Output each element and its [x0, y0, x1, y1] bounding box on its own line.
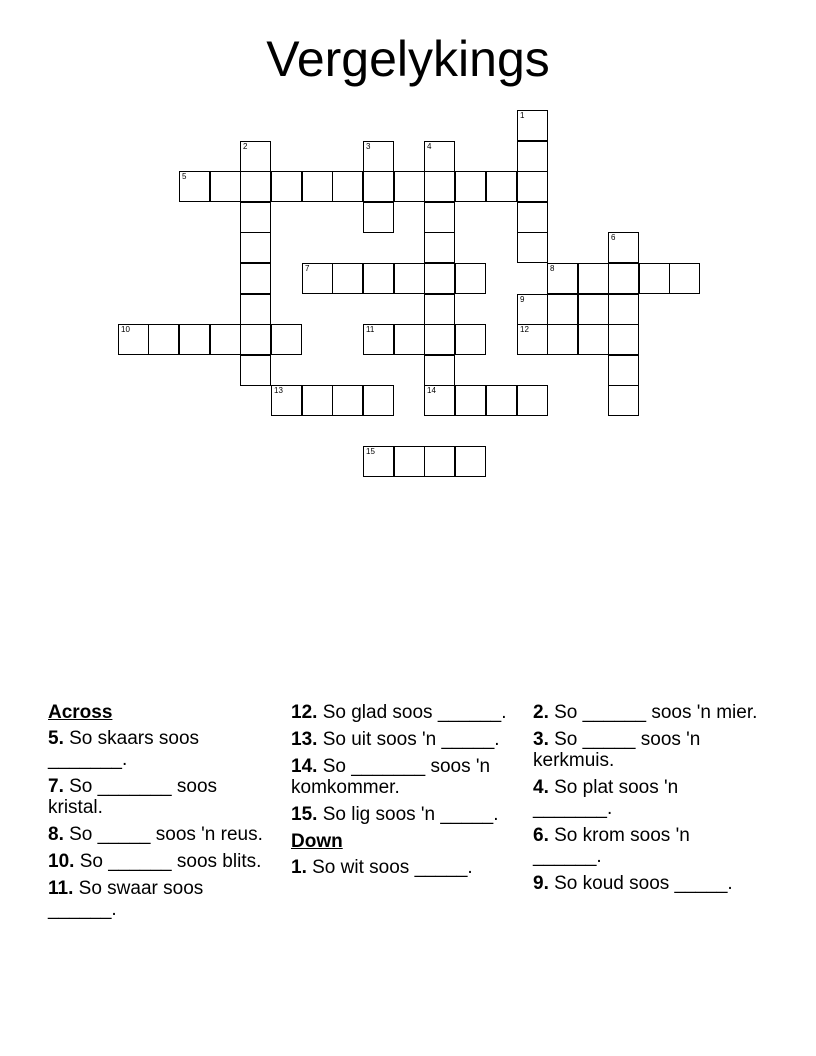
- clue-text: So skaars soos _______.: [48, 728, 200, 770]
- cell-number: 6: [611, 233, 616, 242]
- clue-text: So ______ soos blits.: [74, 851, 262, 872]
- clue-text: So plat soos 'n _______.: [533, 777, 679, 819]
- grid-cell[interactable]: [302, 385, 333, 416]
- clue-item: [48, 878, 273, 920]
- grid-cell[interactable]: [547, 324, 578, 355]
- grid-cell[interactable]: [517, 294, 548, 325]
- grid-cell[interactable]: [578, 324, 609, 355]
- grid-cell[interactable]: [240, 232, 271, 263]
- clue-item: [291, 756, 516, 798]
- clue-item: [533, 729, 758, 771]
- grid-cell[interactable]: [179, 171, 210, 202]
- clue-item: [48, 728, 273, 770]
- cell-number: 9: [520, 295, 525, 304]
- cell-number: 4: [427, 142, 432, 151]
- grid-cell[interactable]: [179, 324, 210, 355]
- grid-cell[interactable]: [424, 202, 455, 233]
- grid-cell[interactable]: [118, 324, 149, 355]
- grid-cell[interactable]: [608, 263, 639, 294]
- grid-cell[interactable]: [455, 324, 486, 355]
- grid-cell[interactable]: [363, 263, 394, 294]
- cell-number: 1: [520, 111, 525, 120]
- grid-cell[interactable]: [517, 110, 548, 141]
- grid-cell[interactable]: [271, 324, 302, 355]
- clue-number: 12.: [291, 702, 318, 723]
- cell-number: 12: [520, 325, 529, 334]
- grid-cell[interactable]: [455, 385, 486, 416]
- grid-cell[interactable]: [332, 385, 363, 416]
- grid-cell[interactable]: [240, 324, 271, 355]
- clue-text: So _______ soos 'n komkommer.: [291, 756, 491, 798]
- clue-number: 14.: [291, 756, 318, 777]
- grid-cell[interactable]: [363, 202, 394, 233]
- clue-number: 1.: [291, 857, 307, 878]
- cell-number: 10: [121, 325, 130, 334]
- clue-item: [291, 729, 516, 750]
- grid-cell[interactable]: [547, 294, 578, 325]
- grid-cell[interactable]: [363, 385, 394, 416]
- grid-cell[interactable]: [363, 171, 394, 202]
- clue-item: [291, 702, 516, 723]
- grid-cell[interactable]: [363, 141, 394, 172]
- puzzle-title: Vergelykings: [266, 31, 550, 87]
- clue-item: [48, 851, 273, 872]
- grid-cell[interactable]: [394, 171, 425, 202]
- grid-cell[interactable]: [210, 171, 241, 202]
- clue-number: 6.: [533, 825, 549, 846]
- grid-cell[interactable]: [578, 294, 609, 325]
- grid-cell[interactable]: [240, 171, 271, 202]
- clue-text: So ______ soos 'n mier.: [548, 702, 758, 723]
- grid-cell[interactable]: [608, 385, 639, 416]
- clue-number: 3.: [533, 729, 549, 750]
- clue-text: So koud soos _____.: [548, 873, 733, 894]
- grid-cell[interactable]: [517, 141, 548, 172]
- grid-cell[interactable]: [332, 171, 363, 202]
- clue-item: [533, 873, 758, 894]
- clue-item: [48, 776, 273, 818]
- grid-cell[interactable]: [271, 385, 302, 416]
- cell-number: 14: [427, 386, 436, 395]
- grid-cell[interactable]: [394, 263, 425, 294]
- grid-cell[interactable]: [424, 355, 455, 386]
- clue-number: 11.: [48, 878, 74, 899]
- clue-heading: Across: [48, 702, 113, 723]
- cell-number: 15: [366, 447, 375, 456]
- clue-column-1: [48, 702, 273, 926]
- grid-cell[interactable]: [394, 446, 425, 477]
- clue-text: So _____ soos 'n kerkmuis.: [533, 729, 701, 771]
- grid-cell[interactable]: [608, 294, 639, 325]
- cell-number: 7: [305, 264, 310, 273]
- grid-cell[interactable]: [210, 324, 241, 355]
- clue-text: So lig soos 'n _____.: [317, 804, 499, 825]
- grid-cell[interactable]: [302, 171, 333, 202]
- clue-text: So uit soos 'n _____.: [317, 729, 500, 750]
- cell-number: 8: [550, 264, 555, 273]
- grid-cell[interactable]: [424, 263, 455, 294]
- grid-cell[interactable]: [394, 324, 425, 355]
- crossword-grid: [0, 0, 816, 500]
- clue-item: [291, 804, 516, 825]
- clue-number: 10.: [48, 851, 75, 872]
- grid-cell[interactable]: [455, 446, 486, 477]
- clue-number: 2.: [533, 702, 549, 723]
- grid-cell[interactable]: [424, 171, 455, 202]
- clue-number: 9.: [533, 873, 549, 894]
- clue-item: [291, 857, 516, 878]
- grid-cell[interactable]: [240, 263, 271, 294]
- grid-cell[interactable]: [517, 202, 548, 233]
- grid-cell[interactable]: [424, 446, 455, 477]
- grid-cell[interactable]: [148, 324, 179, 355]
- clue-number: 8.: [48, 824, 64, 845]
- cell-number: 2: [243, 142, 248, 151]
- grid-cell[interactable]: [486, 385, 517, 416]
- clue-text: So wit soos _____.: [306, 857, 473, 878]
- clue-number: 7.: [48, 776, 64, 797]
- clue-number: 5.: [48, 728, 64, 749]
- grid-cell[interactable]: [240, 202, 271, 233]
- cell-number: 5: [182, 172, 187, 181]
- grid-cell[interactable]: [517, 324, 548, 355]
- cell-number: 3: [366, 142, 371, 151]
- grid-cell[interactable]: [424, 324, 455, 355]
- clue-text: So krom soos 'n ______.: [533, 825, 690, 867]
- clue-text: So _______ soos kristal.: [48, 776, 218, 818]
- grid-cell[interactable]: [517, 232, 548, 263]
- grid-cell[interactable]: [363, 324, 394, 355]
- grid-cell[interactable]: [608, 355, 639, 386]
- grid-cell[interactable]: [547, 263, 578, 294]
- clue-number: 13.: [291, 729, 318, 750]
- grid-cell[interactable]: [578, 263, 609, 294]
- clue-number: 15.: [291, 804, 318, 825]
- grid-cell[interactable]: [455, 263, 486, 294]
- clue-heading: Down: [291, 831, 343, 852]
- grid-cell[interactable]: [424, 385, 455, 416]
- grid-cell[interactable]: [302, 263, 333, 294]
- grid-cell[interactable]: [332, 263, 363, 294]
- grid-cell[interactable]: [669, 263, 700, 294]
- clue-text: So _____ soos 'n reus.: [63, 824, 263, 845]
- grid-cell[interactable]: [517, 385, 548, 416]
- clue-number: 4.: [533, 777, 549, 798]
- grid-cell[interactable]: [271, 171, 302, 202]
- grid-cell[interactable]: [608, 324, 639, 355]
- grid-cell[interactable]: [424, 141, 455, 172]
- clue-item: [533, 777, 758, 819]
- grid-cell[interactable]: [240, 294, 271, 325]
- grid-cell[interactable]: [363, 446, 394, 477]
- grid-cell[interactable]: [517, 171, 548, 202]
- grid-cell[interactable]: [608, 232, 639, 263]
- clue-column-3: [533, 702, 758, 900]
- grid-cell[interactable]: [455, 171, 486, 202]
- grid-cell[interactable]: [486, 171, 517, 202]
- clue-text: So glad soos ______.: [317, 702, 507, 723]
- grid-cell[interactable]: [240, 141, 271, 172]
- clue-item: [533, 702, 758, 723]
- clue-item: [533, 825, 758, 867]
- grid-cell[interactable]: [639, 263, 670, 294]
- cell-number: 13: [274, 386, 283, 395]
- grid-cell[interactable]: [424, 294, 455, 325]
- clue-text: So swaar soos ______.: [48, 878, 204, 920]
- grid-cell[interactable]: [240, 355, 271, 386]
- clue-item: [48, 824, 273, 845]
- clue-column-2: [291, 702, 516, 884]
- cell-number: 11: [366, 325, 375, 334]
- grid-cell[interactable]: [424, 232, 455, 263]
